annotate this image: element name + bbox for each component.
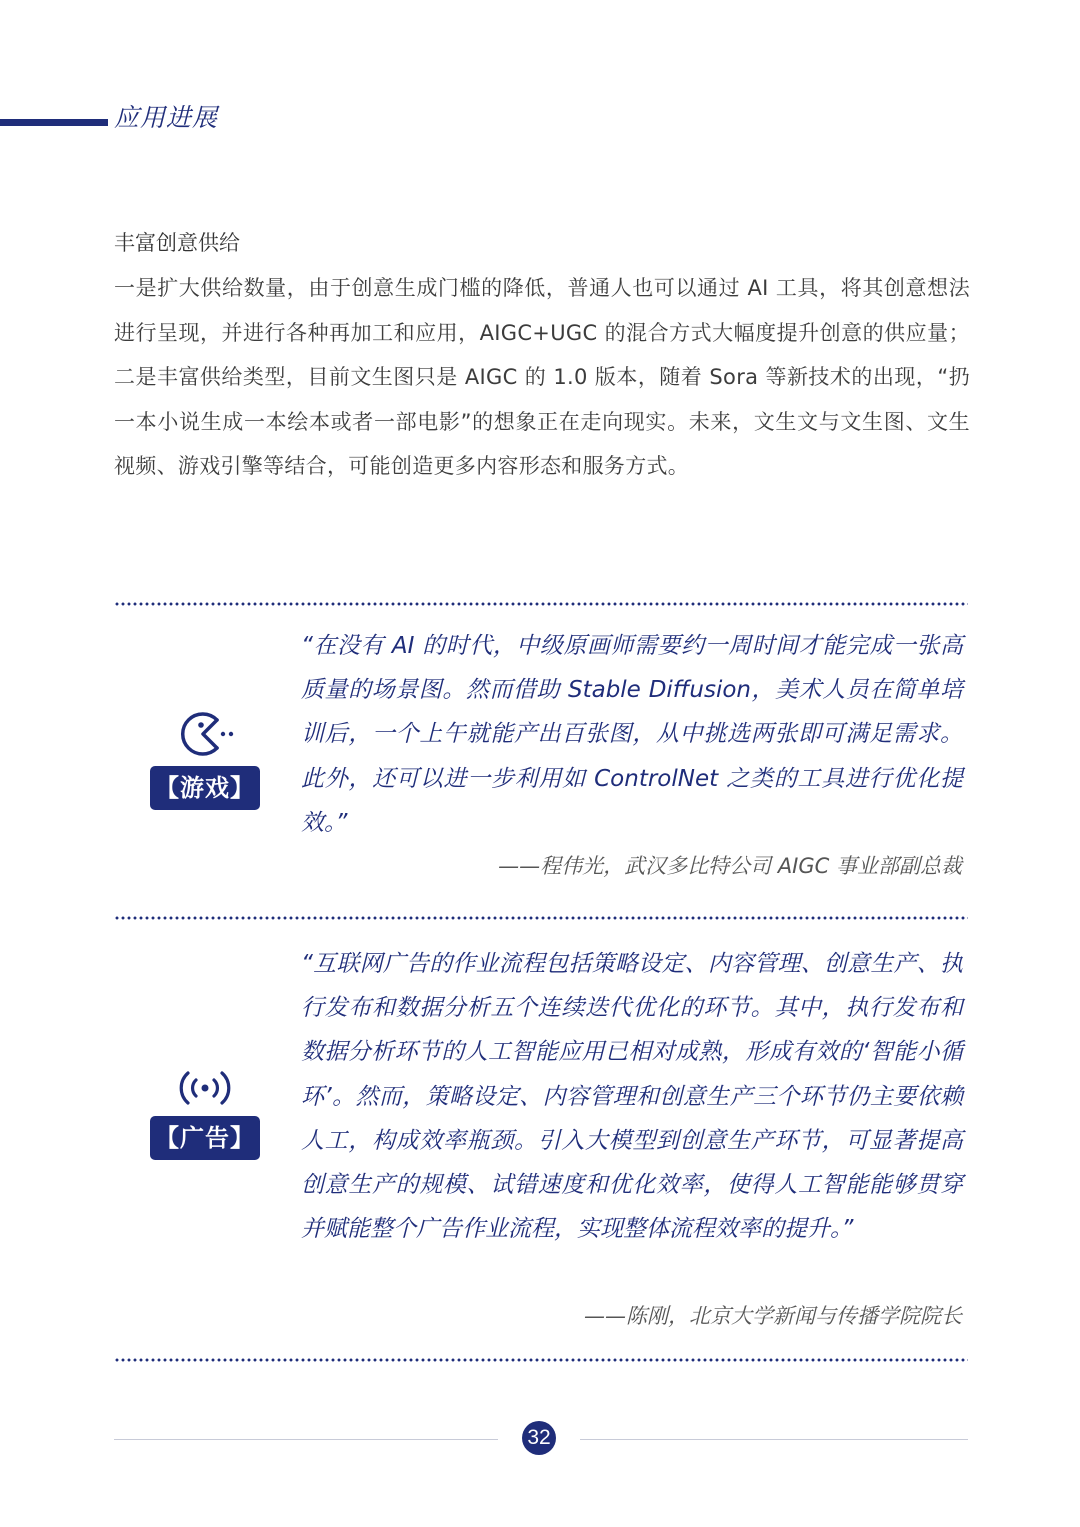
broadcast-icon	[175, 1066, 235, 1110]
subtitle: 丰富创意供给	[114, 231, 240, 255]
ad-badge: 【广告】	[150, 1116, 260, 1160]
dotted-divider	[114, 916, 968, 920]
header-accent-bar	[0, 119, 108, 126]
footer-line-left	[114, 1439, 498, 1440]
game-quote: “在没有 AI 的时代，中级原画师需要约一周时间才能完成一张高质量的场景图。然而借助 Stable Diffusion，美术人员在简单培训后，一个上午就能产出百张图，从中挑选两张即可满足需求。此外，还可以进一步利用如 ControlNet 之类的工具进行优化提效。”	[301, 633, 963, 836]
ad-category	[150, 1066, 260, 1160]
dotted-divider	[114, 1358, 968, 1362]
section-title: 应用进展	[114, 103, 219, 132]
pacman-icon	[175, 708, 235, 760]
ad-attribution: ——陈刚，北京大学新闻与传播学院院长	[584, 1304, 962, 1328]
game-attribution: ——程伟光，武汉多比特公司 AIGC 事业部副总裁	[498, 854, 962, 878]
body-paragraph: 一是扩大供给数量，由于创意生成门槛的降低，普通人也可以通过 AI 工具，将其创意想法进行呈现，并进行各种再加工和应用，AIGC+UGC 的混合方式大幅度提升创意的供应量；二是丰富供给类型，目前文生图只是 AIGC 的 1.0 版本，随着 Sora 等新技术的出现，“扔一本小说生成一本绘本或者一部电影”的想象正在走向现实。未来，文生文与文生图、文生视频、游戏引擎等结合，可能创造更多内容形态和服务方式。	[114, 276, 970, 478]
ad-quote: “互联网广告的作业流程包括策略设定、内容管理、创意生产、执行发布和数据分析五个连续迭代优化的环节。其中，执行发布和数据分析环节的人工智能应用已相对成熟，形成有效的‘智能小循环’。然而，策略设定、内容管理和创意生产三个环节仍主要依赖人工，构成效率瓶颈。引入大模型到创意生产环节，可显著提高创意生产的规模、试错速度和优化效率，使得人工智能能够贯穿并赋能整个广告作业流程，实现整体流程效率的提升。”	[301, 951, 963, 1243]
game-badge: 【游戏】	[150, 766, 260, 810]
page-number: 32	[522, 1421, 556, 1455]
game-category	[150, 708, 260, 810]
footer-line-right	[580, 1439, 968, 1440]
dotted-divider	[114, 602, 968, 606]
